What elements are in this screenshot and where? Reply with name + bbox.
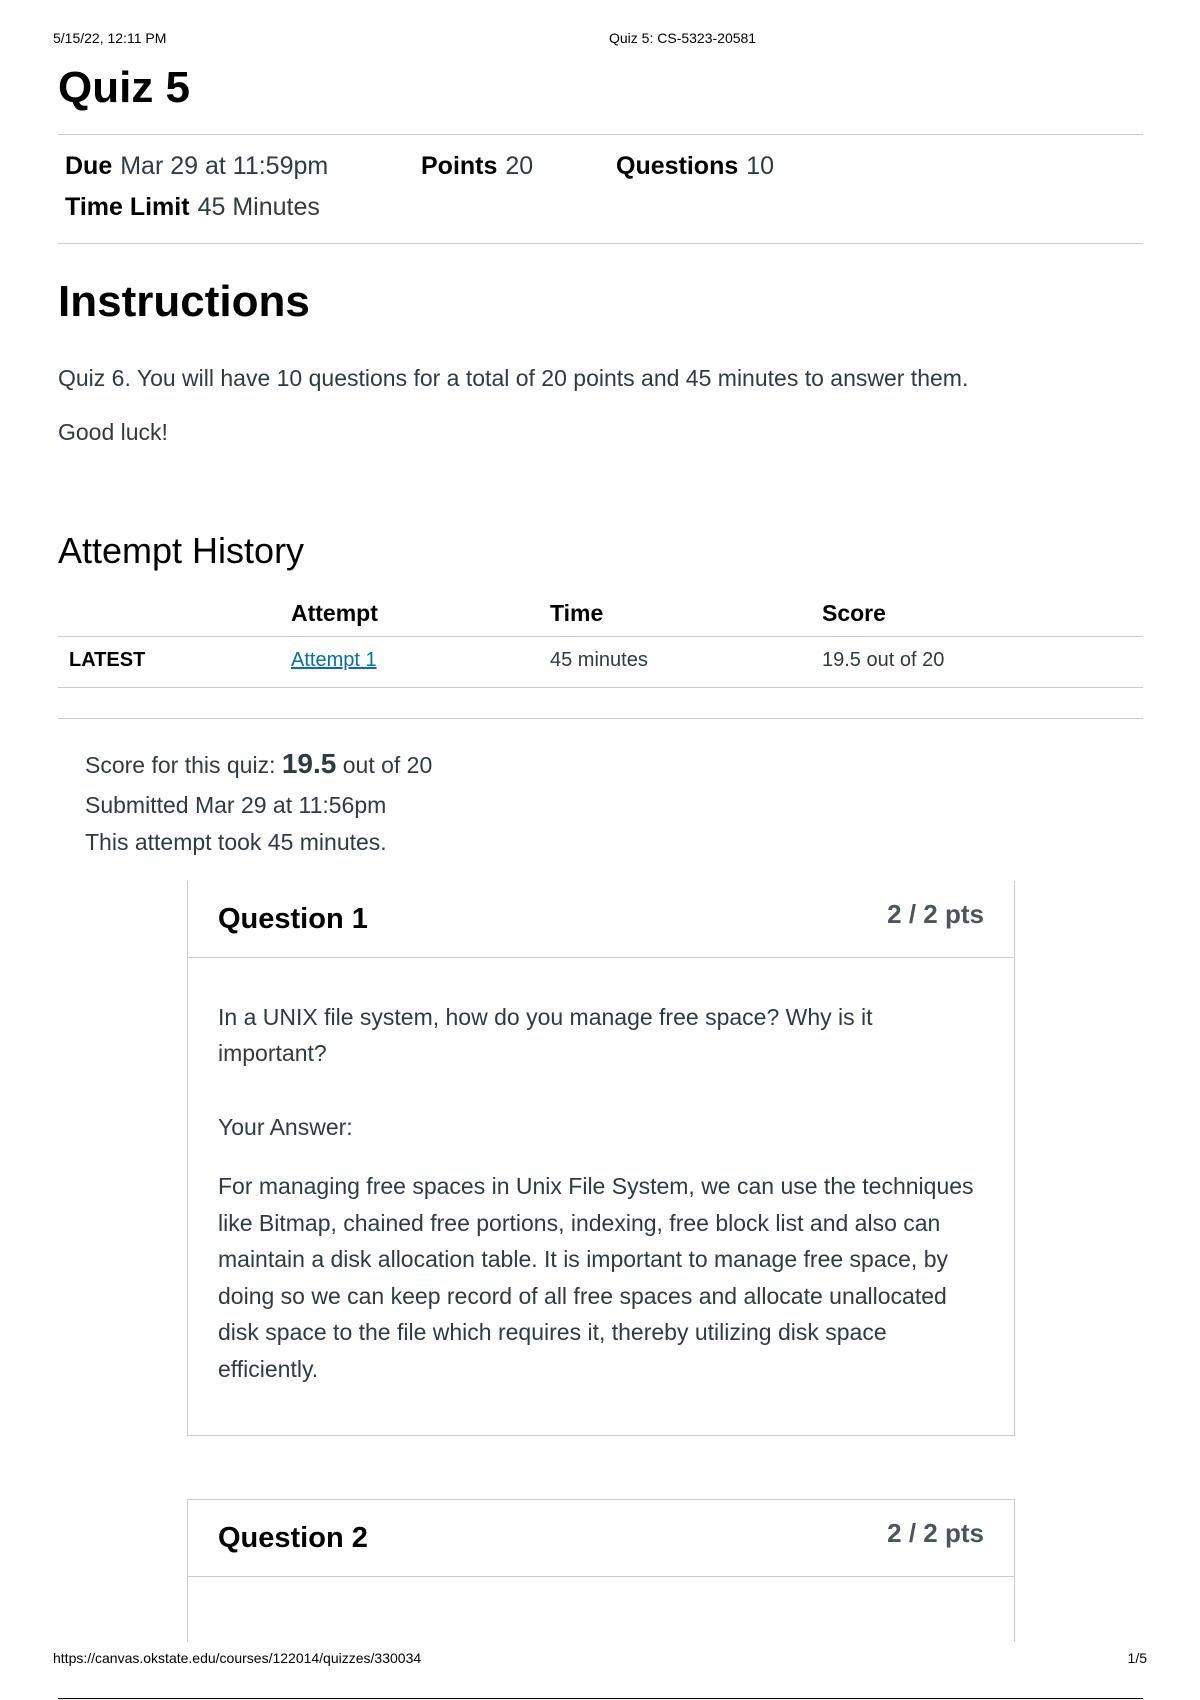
table-row-divider [58, 687, 1143, 688]
submitted-time: Submitted Mar 29 at 11:56pm [85, 792, 387, 818]
attempt-link-cell [291, 649, 377, 672]
question-title: Question 1 [218, 903, 368, 935]
quiz-time-limit [65, 193, 320, 222]
print-footer [53, 1650, 1147, 1666]
print-url: https://canvas.okstate.edu/courses/122014/quizzes/330034 [53, 1650, 422, 1666]
attempt-duration: This attempt took 45 minutes. [85, 829, 387, 855]
print-doc-title: Quiz 5: CS-5323-20581 [609, 30, 757, 46]
footer-divider [58, 1698, 1143, 1699]
quiz-points [421, 152, 533, 181]
attempt-score: 19.5 out of 20 [822, 649, 945, 671]
score-value: 19.5 [281, 748, 337, 779]
score-suffix: out of 20 [342, 752, 433, 778]
instructions-paragraph: Good luck! [58, 419, 168, 445]
quiz-due [65, 152, 328, 181]
due-value: Mar 29 at 11:59pm [120, 152, 329, 180]
question-card [187, 881, 1015, 1436]
score-prefix: Score for this quiz: [85, 752, 276, 778]
question-text: In a UNIX file system, how do you manage free space? Why is it important? [218, 1004, 873, 1066]
question-header [188, 881, 1014, 958]
page-number: 1/5 [1127, 1650, 1147, 1666]
print-header [53, 30, 1147, 50]
questions-label: Questions [616, 152, 739, 180]
attempt-time: 45 minutes [550, 649, 648, 671]
column-header-score: Score [822, 600, 886, 626]
your-answer-label: Your Answer: [218, 1114, 353, 1140]
attempt-history-heading: Attempt History [58, 530, 305, 571]
question-title: Question 2 [218, 1522, 368, 1554]
table-header-divider [58, 636, 1143, 637]
column-header-attempt: Attempt [291, 600, 378, 626]
attempt-link[interactable]: Attempt 1 [291, 649, 377, 671]
divider [58, 134, 1143, 135]
instructions-heading: Instructions [58, 277, 310, 326]
column-header-time: Time [550, 600, 604, 626]
quiz-score [85, 748, 432, 780]
page-title: Quiz 5 [58, 63, 191, 112]
quiz-questions [616, 152, 774, 181]
time-limit-label: Time Limit [65, 193, 190, 221]
time-limit-value: 45 Minutes [197, 193, 320, 221]
question-points: 2 / 2 pts [887, 1518, 984, 1548]
question-card [187, 1499, 1015, 1642]
divider [58, 243, 1143, 244]
points-label: Points [421, 152, 498, 180]
latest-badge: LATEST [69, 649, 146, 671]
questions-value: 10 [746, 152, 775, 180]
question-header [188, 1500, 1014, 1577]
answer-text: For managing free spaces in Unix File System, we can use the techniques like Bitmap, chained free portions, indexing, free block list and also can maintain a disk allocation table. It is important to manage free space, by doing so we can keep record of all free spaces and allocate unallocated disk space to the file which requires it, thereby utilizing disk space efficiently. [218, 1173, 974, 1382]
question-points: 2 / 2 pts [887, 899, 984, 929]
points-value: 20 [505, 152, 534, 180]
instructions-paragraph: Quiz 6. You will have 10 questions for a total of 20 points and 45 minutes to answer them. [58, 365, 969, 391]
print-date: 5/15/22, 12:11 PM [53, 30, 167, 46]
divider [58, 718, 1143, 719]
due-label: Due [65, 152, 113, 180]
